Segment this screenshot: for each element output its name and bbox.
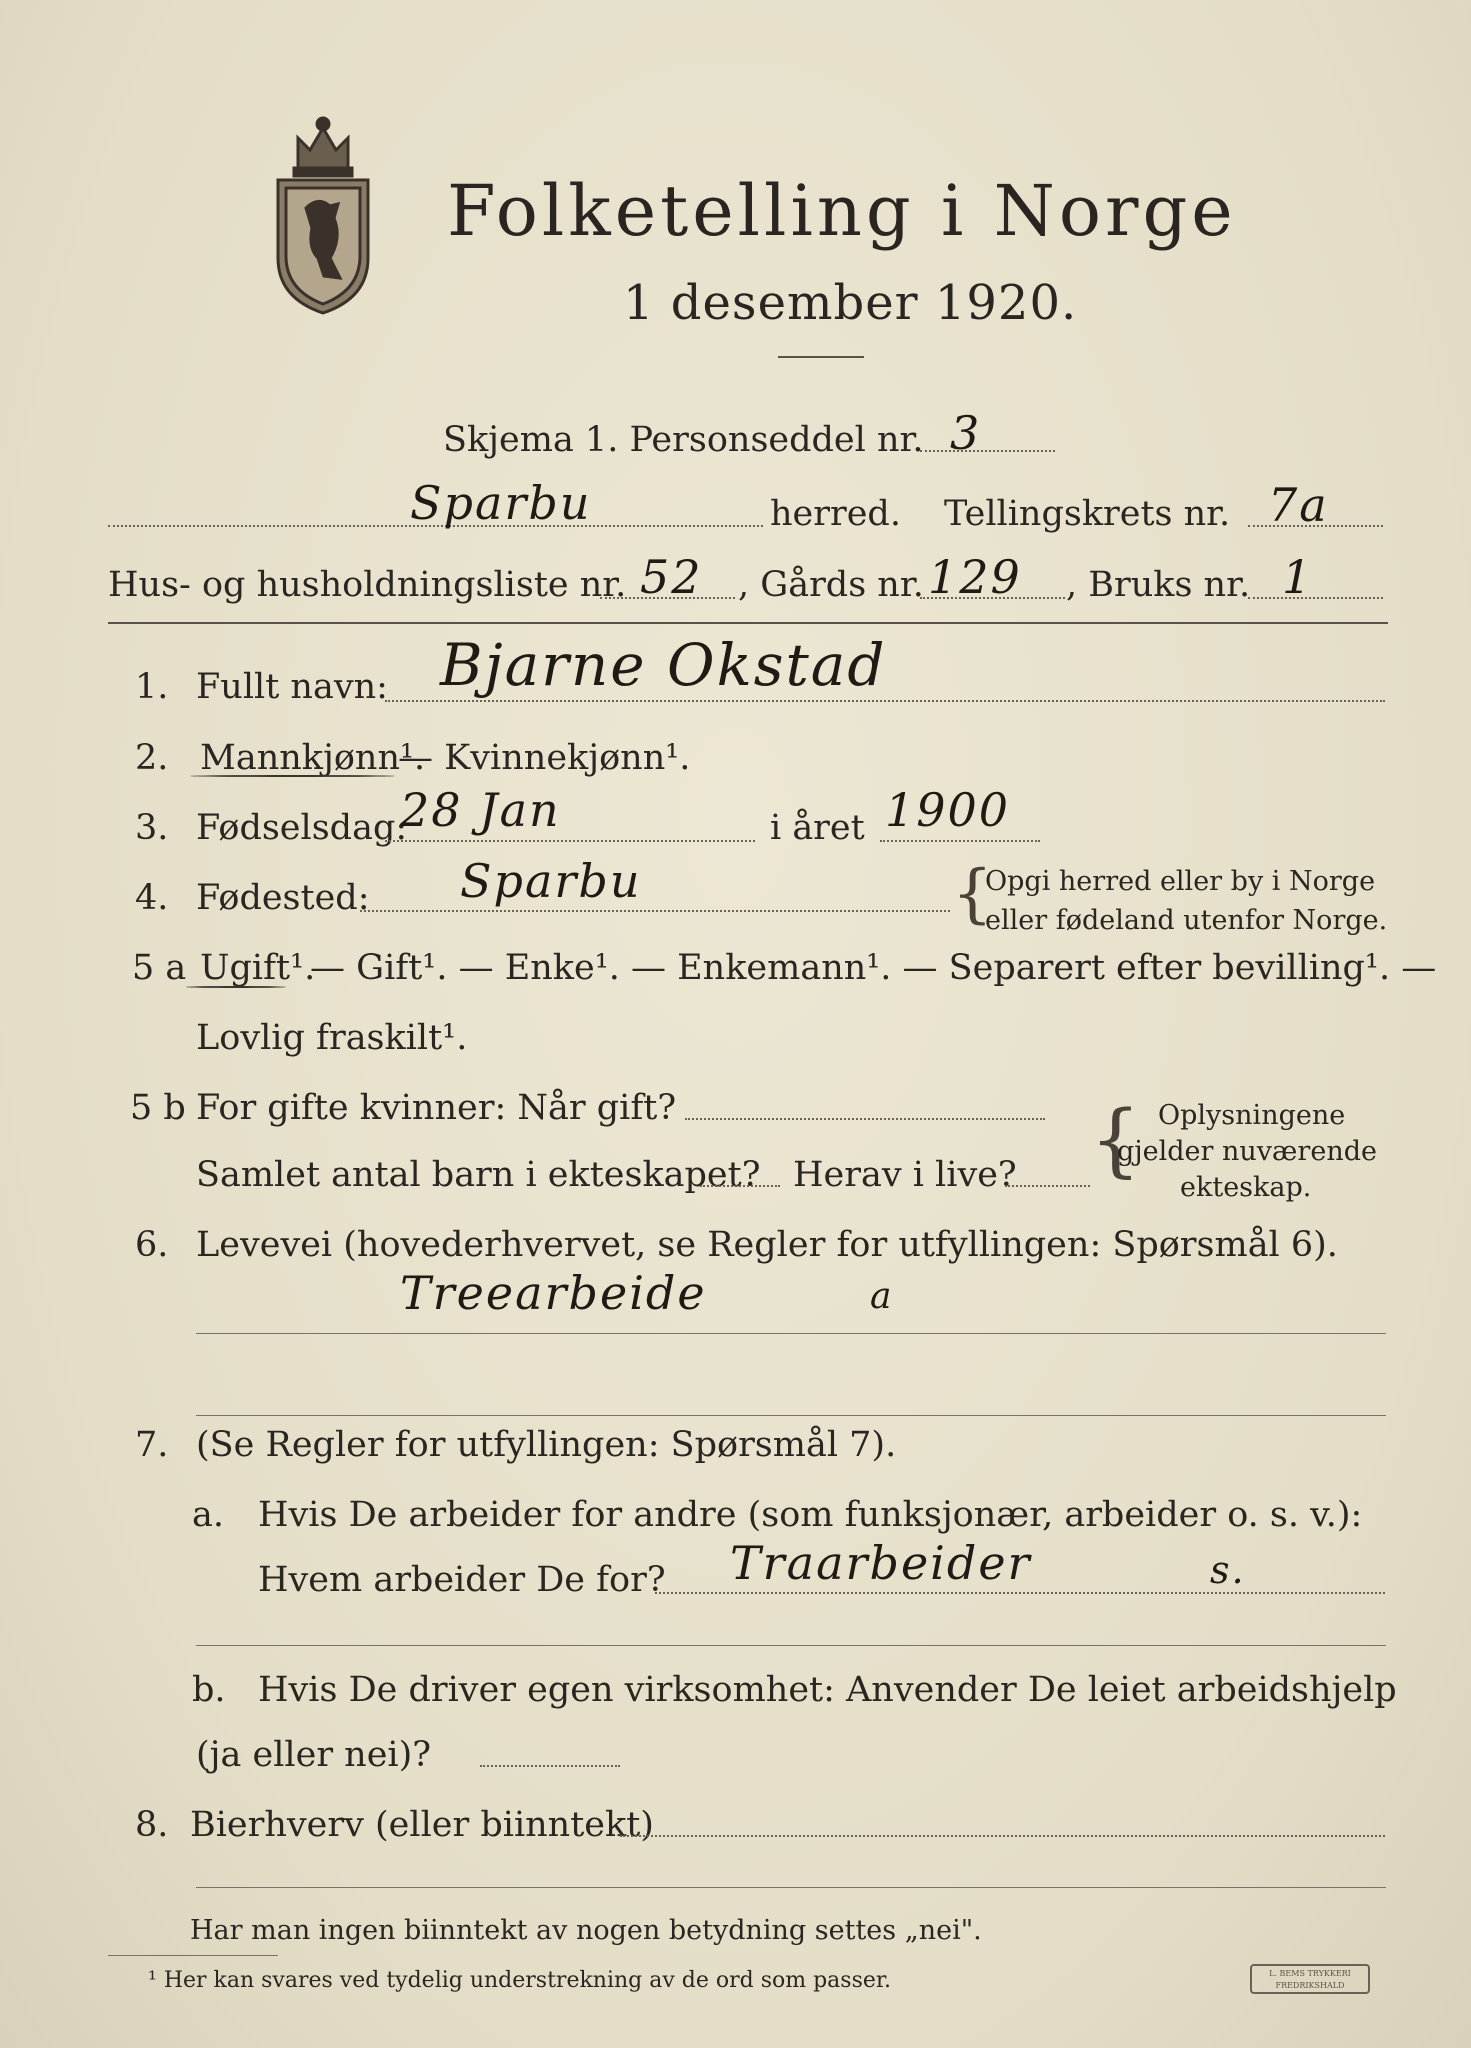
q1-number: 1. (135, 667, 169, 707)
q7a-value-suffix: s. (1210, 1548, 1246, 1592)
q2-rest: — Kvinnekjønn¹. (398, 738, 691, 778)
q6-line-1 (196, 1333, 1386, 1334)
q5b-note-1: Oplysningene (1158, 1100, 1346, 1131)
q5a-line-2: Lovlig fraskilt¹. (196, 1018, 468, 1058)
printer-stamp-text: L. BEMS TRYKKERI FREDRIKSHALD (1269, 1969, 1351, 1990)
q3-value[interactable]: 28 Jan (400, 783, 561, 837)
q6-value[interactable]: Treearbeide (400, 1266, 707, 1320)
q5b-alive-dots (1005, 1185, 1090, 1187)
q5b-label-2: Samlet antal barn i ekteskapet? (196, 1155, 761, 1195)
q3-year-value[interactable]: 1900 (885, 783, 1011, 837)
census-date: 1 desember 1920. (623, 275, 1078, 331)
bruks-value[interactable]: 1 (1282, 550, 1314, 604)
husholdning-label: Hus- og husholdningsliste nr. (108, 565, 627, 605)
q5a-number: 5 a (132, 948, 187, 988)
q4-label: Fødested: (196, 878, 370, 918)
q5b-children-dots (700, 1185, 780, 1187)
q5a-rest: — Gift¹. — Enke¹. — Enkemann¹. — Separert efter bevilling¹. — (310, 948, 1437, 988)
q8-line-2 (196, 1887, 1386, 1888)
bruks-dots (1248, 597, 1383, 599)
q7-label: (Se Regler for utfyllingen: Spørsmål 7). (196, 1425, 897, 1465)
q5b-brace: { (1090, 1093, 1141, 1186)
q4-value[interactable]: Sparbu (460, 854, 642, 908)
q5b-married-dots (685, 1118, 1045, 1120)
q7a-letter: a. (192, 1495, 224, 1535)
q7b-dots (480, 1765, 620, 1767)
q5b-note-2: gjelder nuværende (1117, 1136, 1377, 1167)
personseddel-dots (920, 450, 1055, 452)
footnote: ¹ Her kan svares ved tydelig understrekning av de ord som passer. (148, 1968, 891, 1993)
q6-value-suffix: a (870, 1276, 894, 1317)
q7b-letter: b. (192, 1670, 226, 1710)
q7a-label-1: Hvis De arbeider for andre (som funksjonær, arbeider o. s. v.): (258, 1495, 1363, 1535)
q7a-dots (655, 1592, 1385, 1594)
q3-dots (385, 840, 755, 842)
husholdning-value[interactable]: 52 (640, 550, 703, 604)
q8-label: Bierhverv (eller biinntekt) (190, 1805, 654, 1845)
q4-note-1: Opgi herred eller by i Norge (985, 866, 1376, 897)
q3-number: 3. (135, 808, 169, 848)
q7a-value[interactable]: Traarbeider (730, 1536, 1032, 1590)
q1-dots (385, 700, 1385, 702)
q7-number: 7. (135, 1425, 169, 1465)
tellingskrets-label: Tellingskrets nr. (944, 494, 1231, 534)
q6-number: 6. (135, 1225, 169, 1265)
q8-dots (620, 1835, 1385, 1837)
skjema-label: Skjema 1. Personseddel nr. (443, 420, 924, 460)
q5a-ugift-underline (186, 986, 286, 988)
coat-of-arms-icon (268, 108, 378, 318)
tellingskrets-value[interactable]: 7a (1268, 478, 1329, 532)
q4-brace: { (952, 857, 993, 931)
q8-number: 8. (135, 1805, 169, 1845)
q7b-label-2: (ja eller nei)? (196, 1735, 432, 1775)
q7a-label-2: Hvem arbeider De for? (258, 1560, 666, 1600)
q5b-label-3: Herav i live? (793, 1155, 1017, 1195)
q7b-label-1: Hvis De driver egen virksomhet: Anvender De leiet arbeidshjelp (258, 1670, 1397, 1710)
q6-line-2 (196, 1415, 1386, 1416)
q6-label: Levevei (hovederhvervet, se Regler for utfyllingen: Spørsmål 6). (196, 1225, 1338, 1265)
q8-note: Har man ingen biinntekt av nogen betydning settes „nei". (190, 1915, 982, 1946)
q1-label: Fullt navn: (196, 667, 388, 707)
title-divider (778, 356, 864, 358)
q3-year-label: i året (770, 808, 865, 848)
q4-dots (360, 910, 950, 912)
q5a-ugift[interactable]: Ugift¹. (200, 948, 316, 988)
q5b-note-3: ekteskap. (1180, 1172, 1312, 1203)
q4-note-2: eller fødeland utenfor Norge. (985, 905, 1388, 936)
form-title: Folketelling i Norge (447, 170, 1237, 252)
printer-stamp (1250, 1964, 1370, 1994)
header-separator (108, 622, 1388, 624)
q1-value[interactable]: Bjarne Okstad (440, 631, 887, 699)
q2-number: 2. (135, 738, 169, 778)
bruks-label: , Bruks nr. (1066, 565, 1251, 605)
gards-label: , Gårds nr. (738, 565, 924, 605)
q2-male[interactable]: Mannkjønn¹. (200, 738, 426, 778)
footnote-rule (108, 1955, 278, 1956)
q7a-line-2 (196, 1645, 1386, 1646)
q4-number: 4. (135, 878, 169, 918)
q5b-number: 5 b (130, 1088, 186, 1128)
q5b-label-1: For gifte kvinner: Når gift? (196, 1088, 677, 1128)
q3-label: Fødselsdag: (196, 808, 408, 848)
gards-value[interactable]: 129 (928, 550, 1022, 604)
q2-male-underline (190, 775, 395, 777)
herred-label: herred. (770, 494, 901, 534)
q3-year-dots (880, 840, 1040, 842)
herred-value[interactable]: Sparbu (410, 476, 592, 530)
personseddel-value[interactable]: 3 (950, 406, 982, 460)
